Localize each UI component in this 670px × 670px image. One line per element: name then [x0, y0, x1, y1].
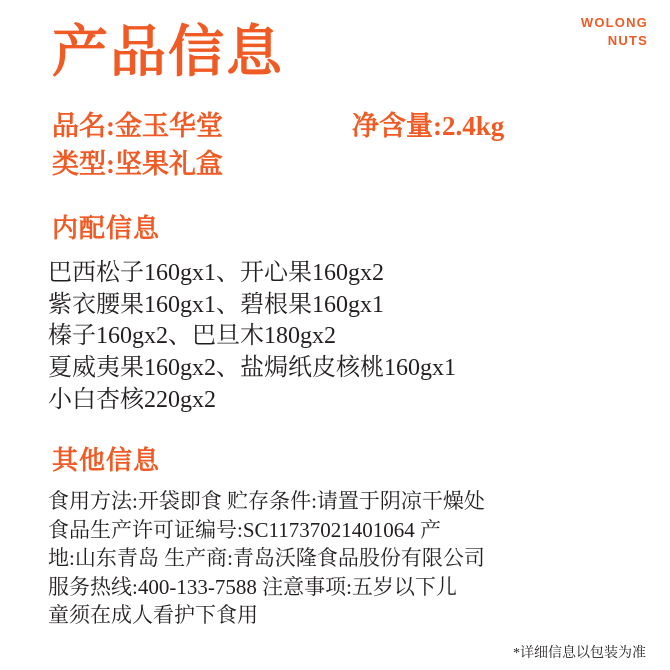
brand-line-2: NUTS: [607, 32, 648, 48]
contents-list: [48, 258, 648, 416]
product-name: 品名:金玉华堂: [52, 111, 223, 141]
other-info-line: 食品生产许可证编号:SC11737021401064 产: [48, 517, 441, 542]
other-info-line: 服务热线:400-133-7588 注意事项:五岁以下儿: [48, 574, 457, 599]
list-item: 小白杏核220gx2: [48, 386, 216, 413]
net-weight: 净含量:2.4kg: [352, 111, 505, 141]
list-item: 榛子160gx2、巴旦木180gx2: [48, 323, 336, 350]
list-item: 巴西松子160gx1、开心果160gx2: [48, 260, 384, 286]
brand-logo: [581, 14, 648, 49]
section-title-other: 其他信息: [52, 446, 161, 475]
section-title-contents: 内配信息: [52, 214, 161, 243]
footnote: *详细信息以包装为准: [513, 646, 646, 661]
other-info-block: [48, 487, 648, 630]
product-type: 类型:坚果礼盒: [52, 148, 223, 179]
list-item: 夏威夷果160gx2、盐焗纸皮核桃160gx1: [48, 355, 456, 382]
product-meta: [52, 108, 632, 184]
other-info-line: 童须在成人看护下食用: [48, 603, 258, 628]
list-item: 紫衣腰果160gx1、碧根果160gx1: [48, 291, 384, 318]
other-info-line: 食用方法:开袋即食 贮存条件:请置于阴凉干燥处: [48, 489, 485, 513]
other-info-line: 地:山东青岛 生产商:青岛沃隆食品股份有限公司: [48, 546, 485, 571]
meta-row: [52, 108, 632, 146]
brand-line-1: WOLONG: [580, 15, 648, 30]
page-title: 产品信息: [52, 22, 284, 84]
meta-row: [52, 146, 632, 184]
